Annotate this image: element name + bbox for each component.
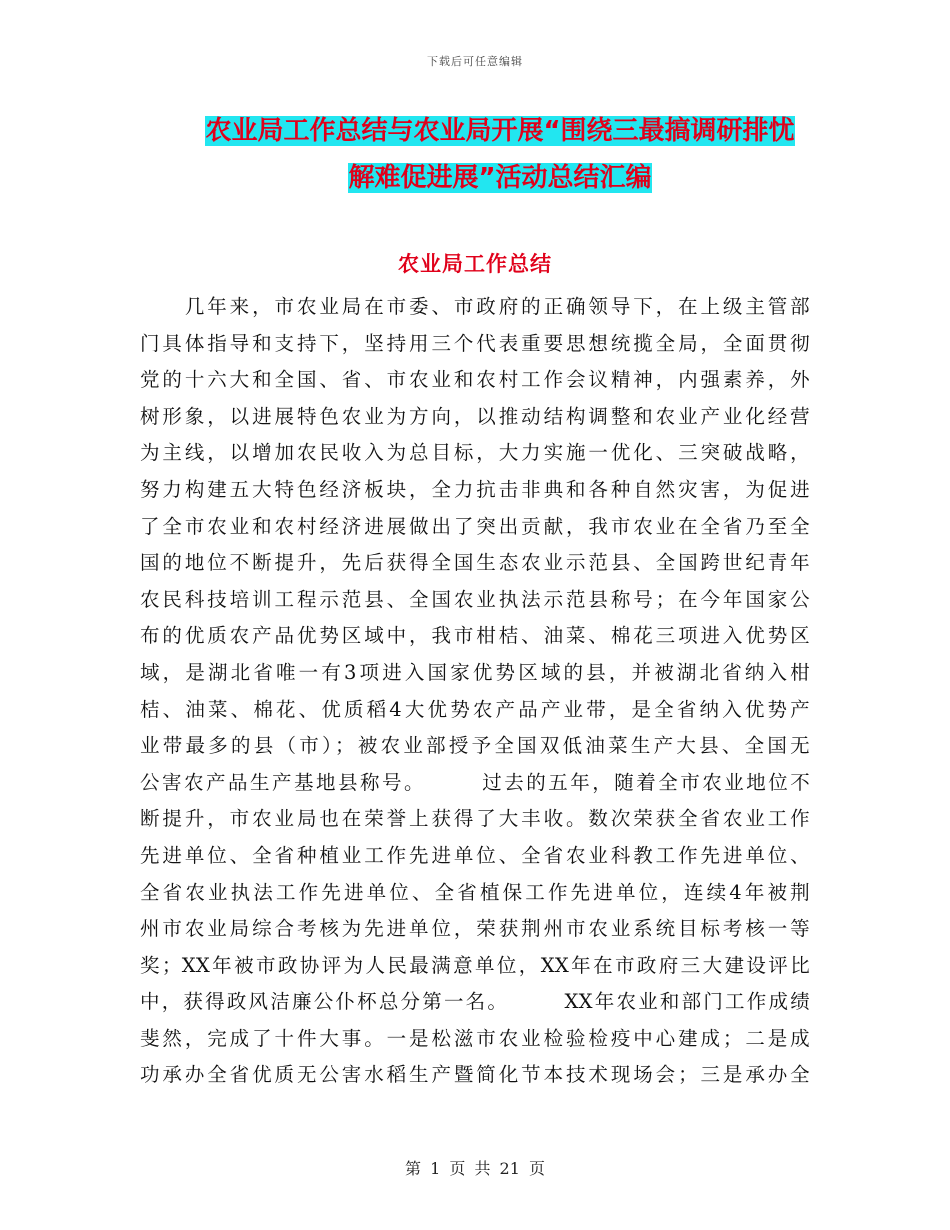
body-line: 布的优质农产品优势区域中，我市柑桔、油菜、棉花三项进入优势区 — [140, 624, 810, 648]
document-title — [180, 108, 820, 202]
body-line: 国的地位不断提升，先后获得全国生态农业示范县、全国跨世纪青年 — [140, 551, 810, 575]
page-number: 第 1 页 共 21 页 — [405, 1159, 545, 1178]
body-line: 断提升，市农业局也在荣誉上获得了大丰收。数次荣获全省农业工作 — [140, 807, 810, 831]
document-title-line-1: 农业局工作总结与农业局开展“围绕三最搞调研排忧 — [205, 116, 795, 146]
body-line: 了全市农业和农村经济进展做出了突出贡献，我市农业在全省乃至全 — [140, 514, 810, 538]
body-line: 全省农业执法工作先进单位、全省植保工作先进单位，连续4年被荆 — [140, 880, 810, 904]
body-line: 斐然，完成了十件大事。一是松滋市农业检验检疫中心建成；二是成 — [140, 1026, 810, 1050]
body-line: 桔、油菜、棉花、优质稻4大优势农产品产业带，是全省纳入优势产 — [140, 697, 810, 721]
body-line: 农民科技培训工程示范县、全国农业执法示范县称号；在今年国家公 — [140, 587, 810, 611]
body-line: 几年来，市农业局在市委、市政府的正确领导下，在上级主管部 — [140, 295, 810, 318]
body-line: 中，获得政风洁廉公仆杯总分第一名。 XX年农业和部门工作成绩 — [140, 990, 810, 1014]
body-line: 努力构建五大特色经济板块，全力抗击非典和各种自然灾害，为促进 — [140, 477, 810, 501]
body-line: 树形象，以进展特色农业为方向，以推动结构调整和农业产业化经营 — [140, 404, 810, 428]
body-paragraph — [140, 289, 810, 1094]
body-line: 业带最多的县（市）；被农业部授予全国双低油菜生产大县、全国无 — [140, 734, 810, 758]
page-header-note: 下载后可任意编辑 — [427, 55, 523, 68]
body-line: 门具体指导和支持下，坚持用三个代表重要思想统揽全局，全面贯彻 — [140, 331, 810, 355]
document-title-line-2: 解难促进展”活动总结汇编 — [348, 163, 652, 193]
body-line: 功承办全省优质无公害水稻生产暨简化节本技术现场会；三是承办全 — [140, 1063, 810, 1087]
body-line: 先进单位、全省种植业工作先进单位、全省农业科教工作先进单位、 — [140, 843, 810, 867]
body-line: 公害农产品生产基地县称号。 过去的五年，随着全市农业地位不 — [140, 770, 810, 794]
body-line: 奖；XX年被市政协评为人民最满意单位，XX年在市政府三大建设评比 — [140, 953, 810, 977]
body-line: 为主线，以增加农民收入为总目标，大力实施一优化、三突破战略， — [140, 441, 810, 465]
body-line: 域，是湖北省唯一有3项进入国家优势区域的县，并被湖北省纳入柑 — [140, 660, 810, 684]
section-heading: 农业局工作总结 — [398, 252, 552, 276]
body-line: 州市农业局综合考核为先进单位，荣获荆州市农业系统目标考核一等 — [140, 917, 810, 941]
body-line: 党的十六大和全国、省、市农业和农村工作会议精神，内强素养，外 — [140, 368, 810, 392]
